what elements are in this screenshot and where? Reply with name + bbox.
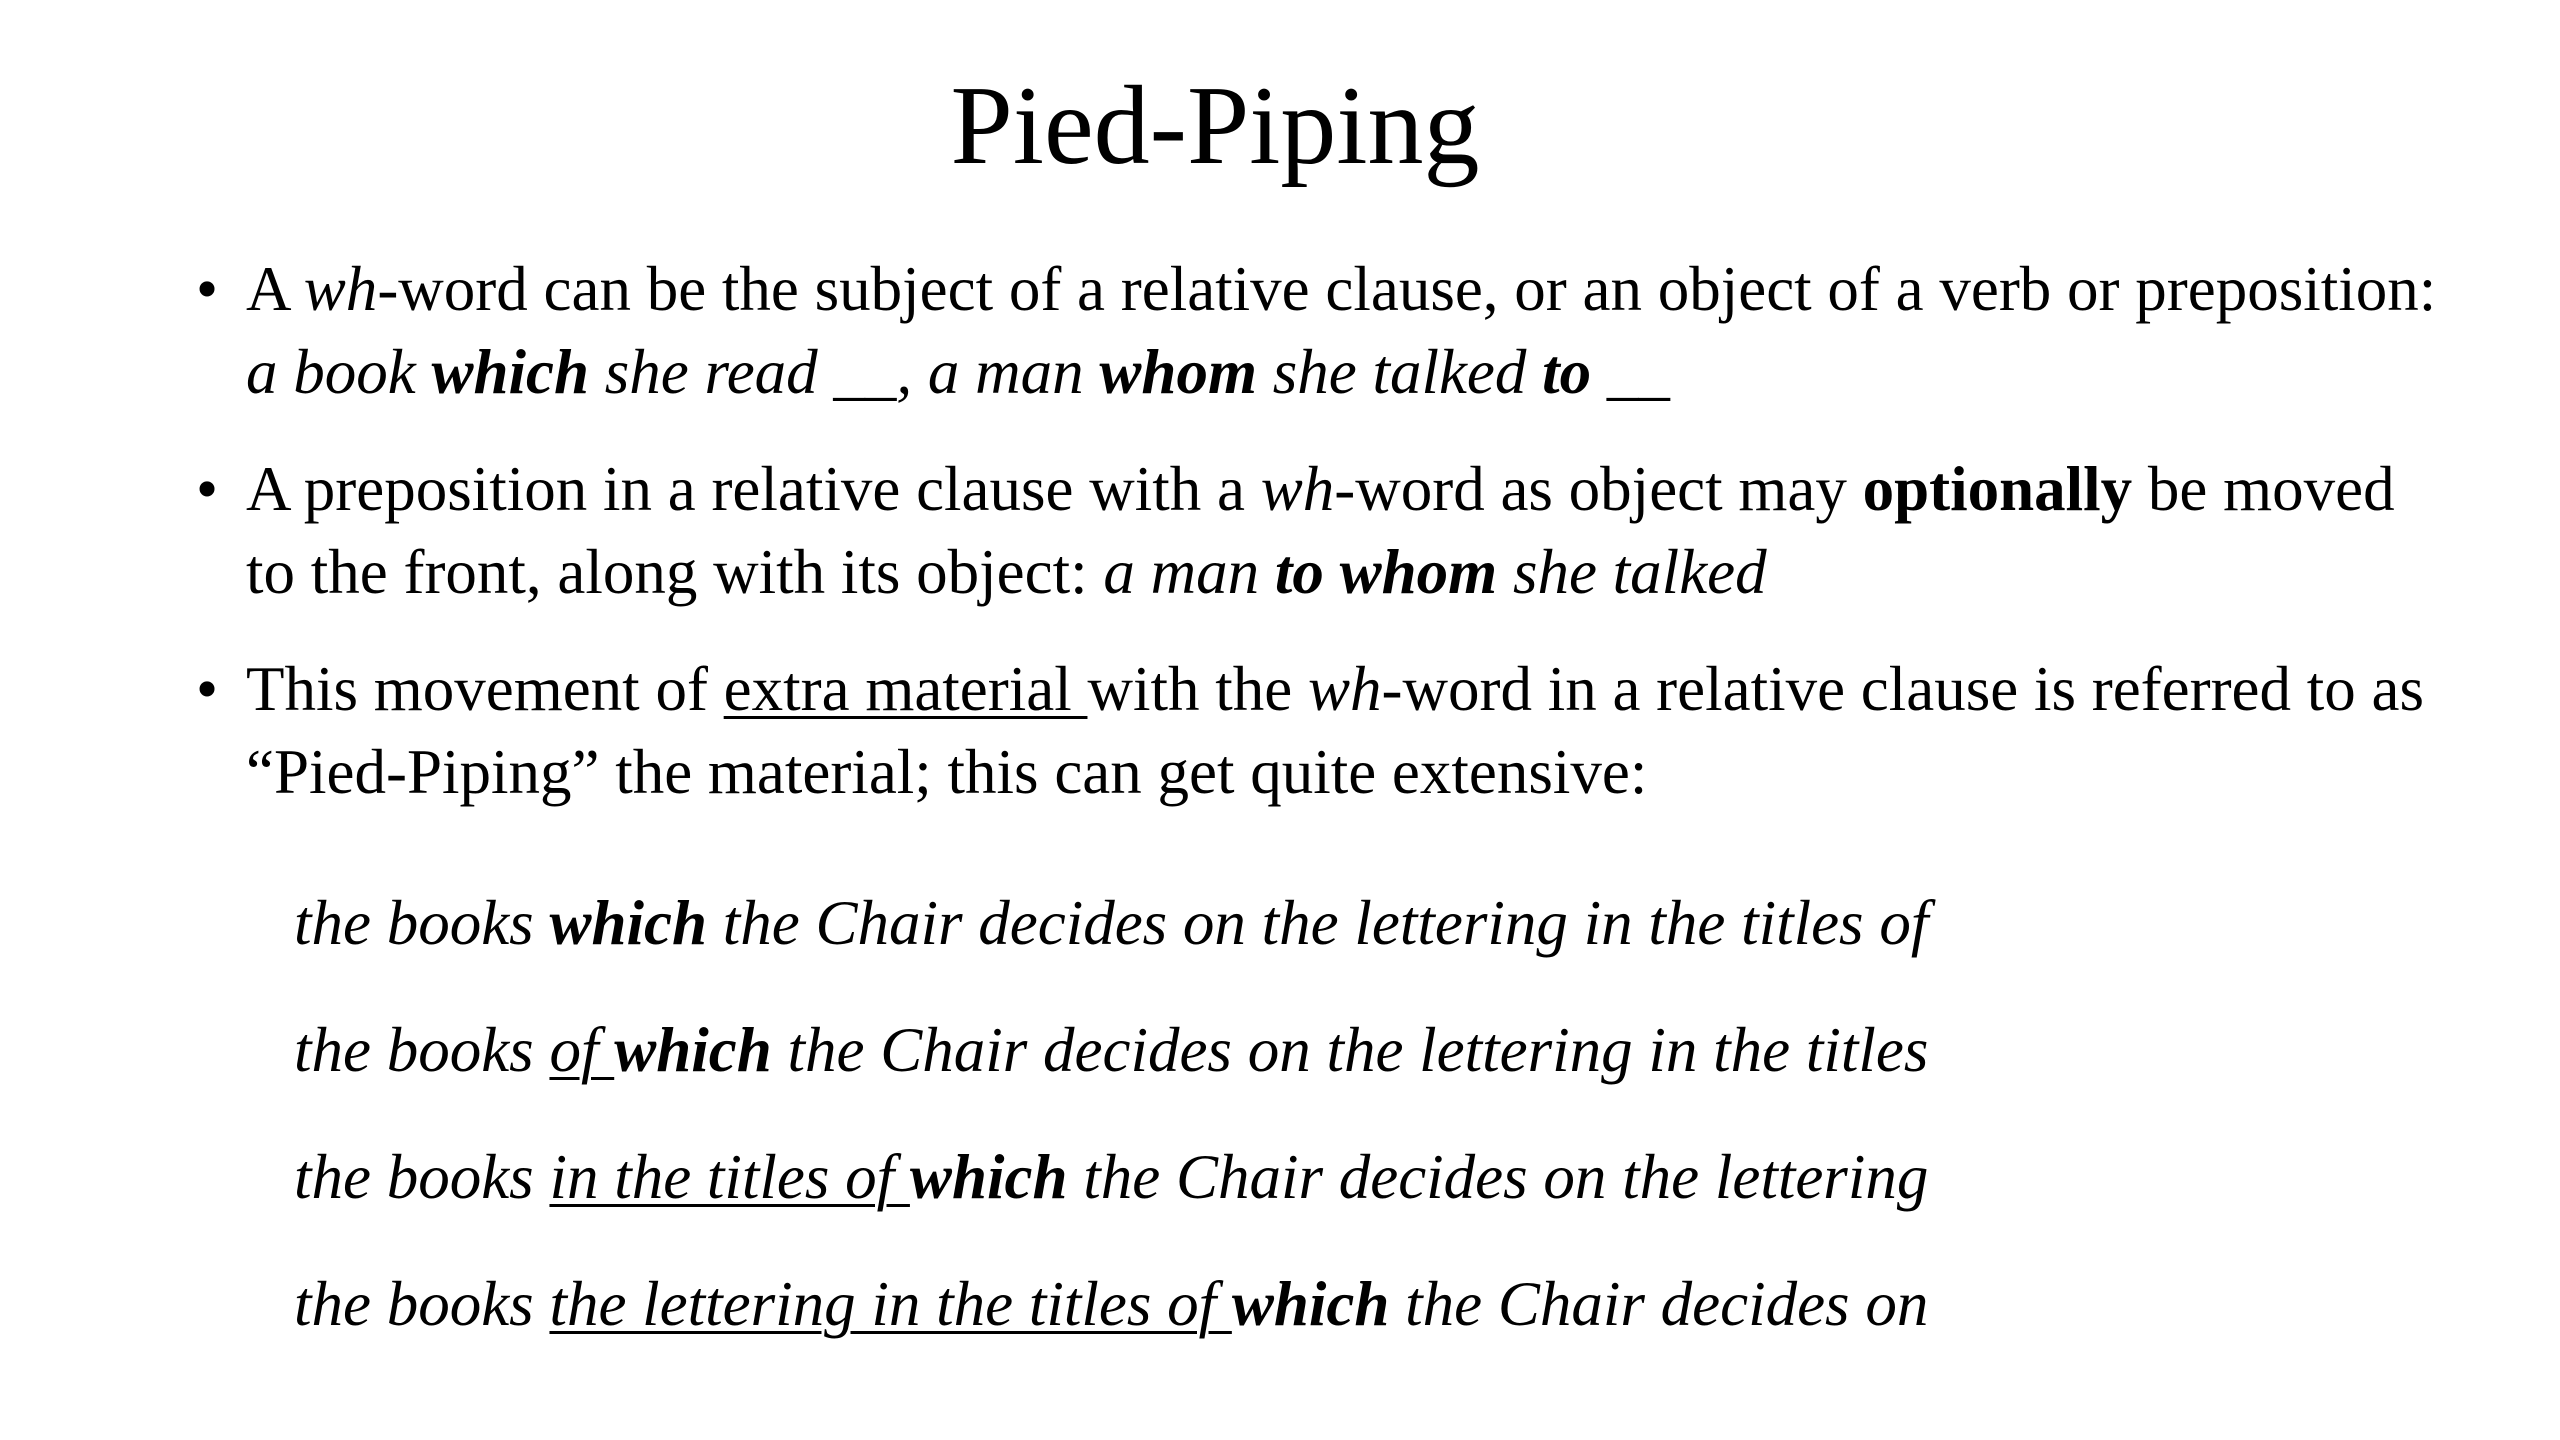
bullet-text: A wh-word can be the subject of a relative clause, or an object of a verb or preposition: a book which she read __, a man whom she talked to __ xyxy=(246,254,2437,407)
bullet-marker: • xyxy=(196,254,219,324)
bullet-item xyxy=(196,648,2446,814)
slide-title: Pied-Piping xyxy=(950,64,1480,188)
bullet-text: A preposition in a relative clause with a wh-word as object may optionally be moved to the front, along with its object: a man to whom she talked xyxy=(246,454,2395,607)
bullet-marker: • xyxy=(196,454,219,524)
bullet-item xyxy=(196,248,2446,414)
bullet-list xyxy=(196,248,2446,848)
example-sentence: the books in the titles of which the Chair decides on the lettering xyxy=(294,1142,1929,1212)
example-list xyxy=(294,882,2294,1390)
bullet-item xyxy=(196,448,2446,614)
example-sentence: the books of which the Chair decides on the lettering in the titles xyxy=(294,1015,1929,1085)
example-sentence: the books the lettering in the titles of which the Chair decides on xyxy=(294,1269,1929,1339)
bullet-text: This movement of extra material with the wh-word in a relative clause is referred to as “Pied-Piping” the material; this can get quite extensive: xyxy=(246,654,2424,807)
example-sentence: the books which the Chair decides on the lettering in the titles of xyxy=(294,888,1929,958)
bullet-marker: • xyxy=(196,654,219,724)
